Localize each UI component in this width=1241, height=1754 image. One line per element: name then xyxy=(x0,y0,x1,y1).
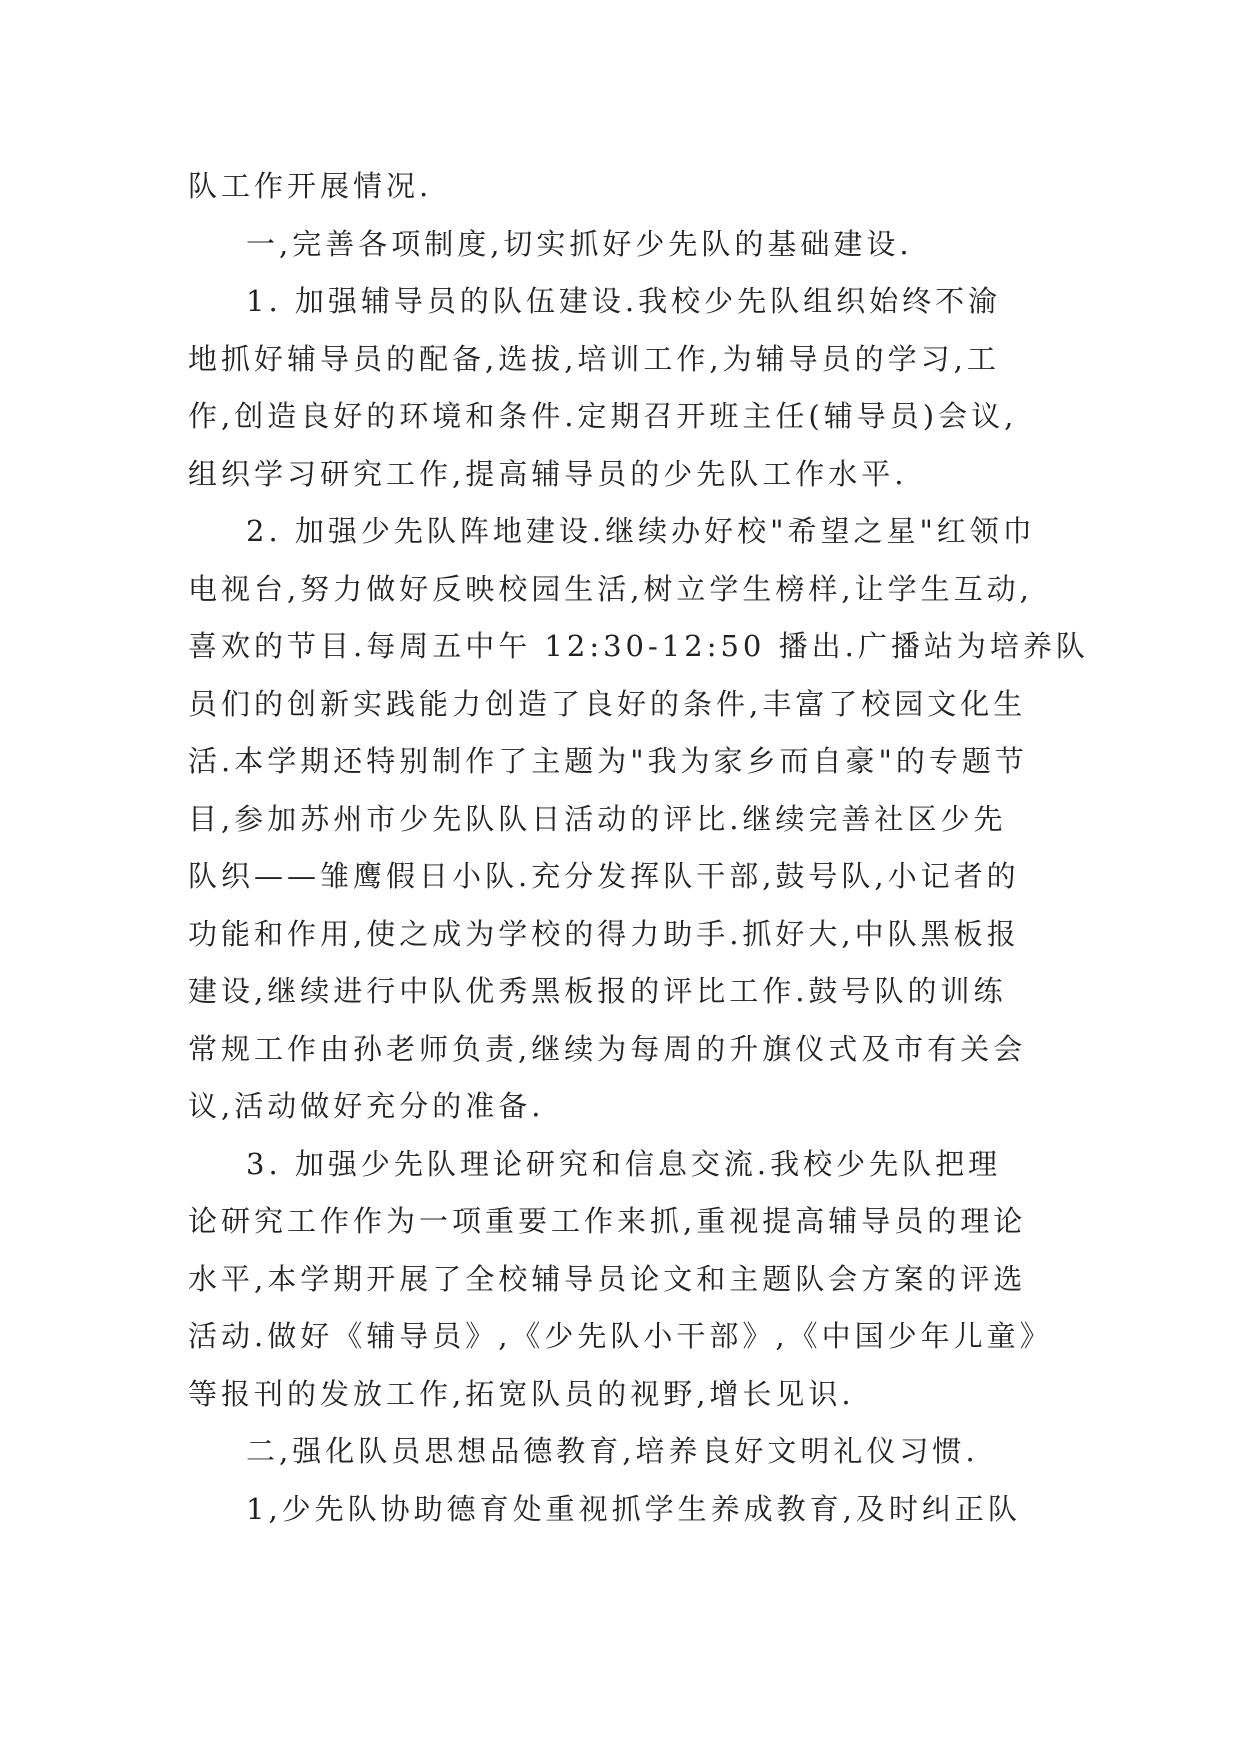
document-line: 建设,继续进行中队优秀黑板报的评比工作.鼓号队的训练 xyxy=(188,974,1007,1008)
document-line: 1,少先队协助德育处重视抓学生养成教育,及时纠正队 xyxy=(246,1491,1021,1526)
document-line: 水平,本学期开展了全校辅导员论文和主题队会方案的评选 xyxy=(188,1261,1027,1296)
document-body xyxy=(188,158,1089,1538)
document-line: 作,创造良好的环境和条件.定期召开班主任(辅导员)会议, xyxy=(188,399,1018,433)
document-line: 队工作开展情况. xyxy=(188,169,433,203)
document-line: 一,完善各项制度,切实抓好少先队的基础建设. xyxy=(246,226,913,261)
document-line: 目,参加苏州市少先队队日活动的评比.继续完善社区少先 xyxy=(188,801,1007,836)
document-line: 二,强化队员思想品德教育,培养良好文明礼仪习惯. xyxy=(246,1434,979,1468)
document-line: 喜欢的节目.每周五中午 12:30-12:50 播出.广播站为培养队 xyxy=(188,629,1089,663)
document-line: 活动.做好《辅导员》,《少先队小干部》,《中国少年儿童》 xyxy=(188,1319,1053,1353)
document-line: 组织学习研究工作,提高辅导员的少先队工作水平. xyxy=(188,456,908,491)
document-line: 3. 加强少先队理论研究和信息交流.我校少先队把理 xyxy=(246,1146,1002,1181)
document-line: 队织——雏鹰假日小队.充分发挥队干部,鼓号队,小记者的 xyxy=(188,859,1020,893)
document-line: 常规工作由孙老师负责,继续为每周的升旗仪式及市有关会 xyxy=(188,1031,1027,1066)
document-line: 电视台,努力做好反映校园生活,树立学生榜样,让学生互动, xyxy=(188,571,1033,606)
document-line: 论研究工作作为一项重要工作来抓,重视提高辅导员的理论 xyxy=(188,1204,1027,1238)
document-line: 员们的创新实践能力创造了良好的条件,丰富了校园文化生 xyxy=(188,686,1027,721)
document-line: 等报刊的发放工作,拓宽队员的视野,增长见识. xyxy=(188,1376,855,1411)
document-line: 功能和作用,使之成为学校的得力助手.抓好大,中队黑板报 xyxy=(188,916,1020,951)
document-line: 地抓好辅导员的配备,选拔,培训工作,为辅导员的学习,工 xyxy=(188,341,1000,376)
document-line: 2. 加强少先队阵地建设.继续办好校"希望之星"红领巾 xyxy=(246,514,1036,548)
document-line: 1. 加强辅导员的队伍建设.我校少先队组织始终不渝 xyxy=(246,284,1002,318)
document-line: 议,活动做好充分的准备. xyxy=(188,1089,545,1123)
document-line: 活.本学期还特别制作了主题为"我为家乡而自豪"的专题节 xyxy=(188,744,1028,778)
